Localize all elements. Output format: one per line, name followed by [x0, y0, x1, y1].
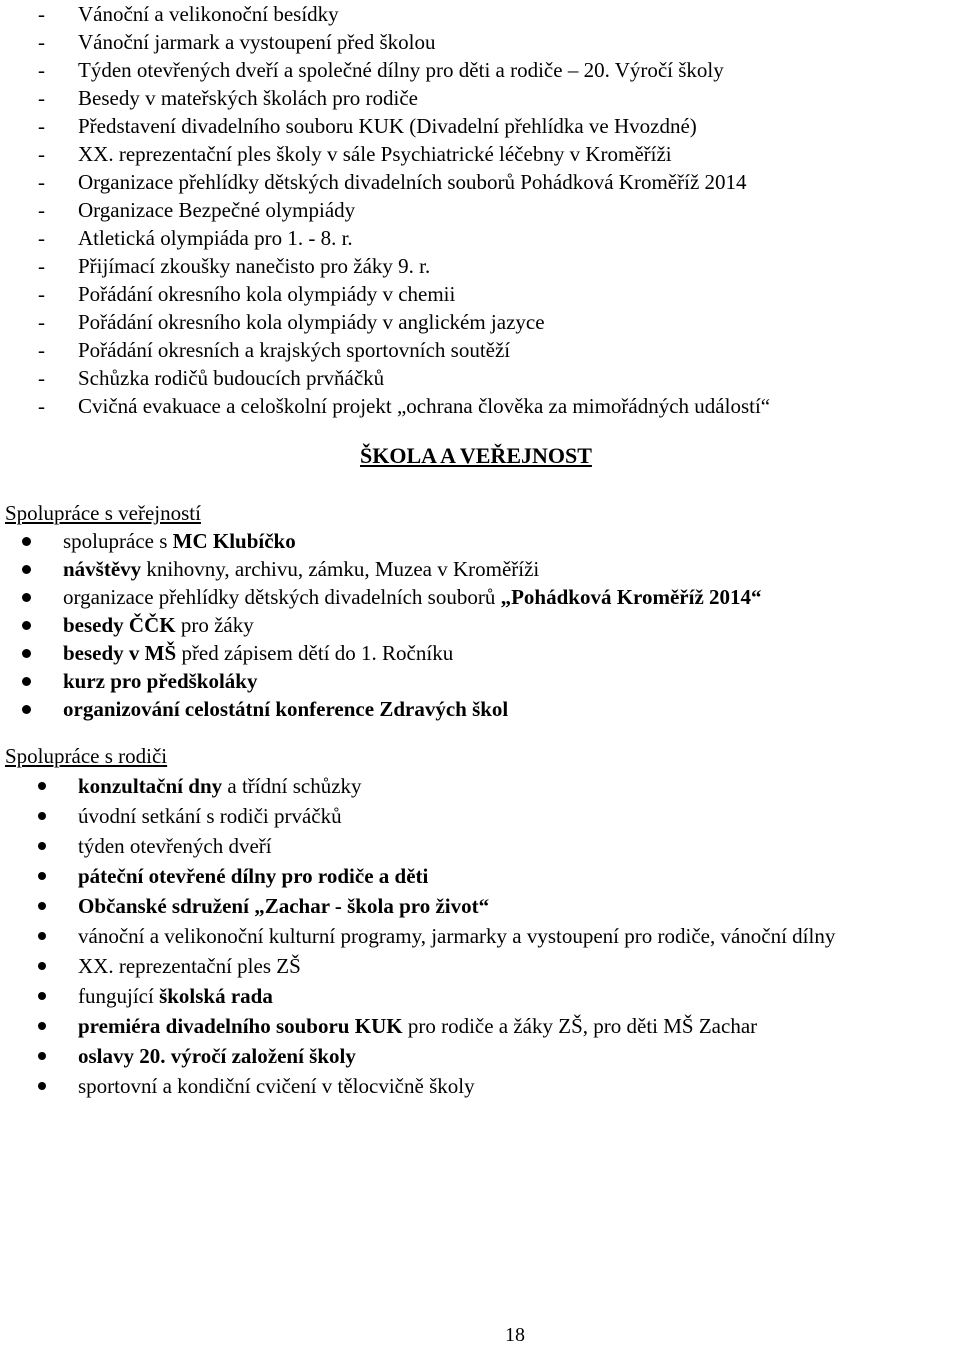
item-text: a třídní schůzky: [222, 774, 362, 798]
bold-text: školská rada: [159, 984, 273, 1008]
bold-text: páteční otevřené dílny pro rodiče a děti: [78, 864, 429, 888]
list-item: - Týden otevřených dveří a společné dílny pro děti a rodiče – 20. Výročí školy: [38, 58, 724, 82]
dash-marker: -: [38, 30, 45, 54]
bullet-icon: [22, 565, 31, 574]
dash-marker: -: [38, 310, 45, 334]
list-item: - Představení divadelního souboru KUK (Divadelní přehlídka ve Hvozdné): [38, 114, 697, 138]
bold-text: organizování celostátní konference Zdravých škol: [63, 697, 509, 721]
item-text: organizace přehlídky dětských divadelních souborů: [63, 585, 501, 609]
dash-marker: -: [38, 254, 45, 278]
bullet-icon: [38, 902, 46, 910]
list-item: [38, 891, 489, 921]
list-item: [22, 527, 296, 555]
bold-text: Občanské sdružení „Zachar - škola pro život“: [78, 894, 490, 918]
page-number: 18: [505, 1324, 525, 1346]
list-item: [38, 861, 428, 891]
bold-text: besedy ČČK: [63, 613, 176, 637]
list-item: - Cvičná evakuace a celoškolní projekt „ochrana člověka za mimořádných událostí“: [38, 394, 771, 418]
item-text: knihovny, archivu, zámku, Muzea v Kroměříži: [141, 557, 540, 581]
item-text: vánoční a velikonoční kulturní programy, jarmarky a vystoupení pro rodiče, vánoční dílny: [78, 924, 836, 948]
list-item: [38, 1071, 475, 1101]
bullet-icon: [22, 677, 31, 686]
list-item: [22, 667, 258, 695]
list-item: - Organizace Bezpečné olympiády: [38, 198, 356, 222]
dash-marker: -: [38, 142, 45, 166]
bullet-icon: [22, 649, 31, 658]
list-item: [38, 981, 273, 1011]
list-item: [22, 555, 539, 583]
parents-cooperation-heading: Spolupráce s rodiči: [5, 744, 168, 768]
bold-text: „Pohádková Kroměříž 2014“: [500, 585, 762, 609]
section-title: ŠKOLA A VEŘEJNOST: [360, 443, 592, 468]
bullet-icon: [22, 621, 31, 630]
list-item: - Vánoční jarmark a vystoupení před školou: [38, 30, 436, 54]
list-item: - Pořádání okresního kola olympiády v anglickém jazyce: [38, 310, 545, 334]
bullet-icon: [38, 1082, 46, 1090]
item-text: týden otevřených dveří: [78, 834, 272, 858]
dash-marker: -: [38, 226, 45, 250]
list-item: - Schůzka rodičů budoucích prvňáčků: [38, 366, 385, 390]
item-text: pro rodiče a žáky ZŠ, pro děti MŠ Zachar: [402, 1014, 758, 1038]
list-item: - Organizace přehlídky dětských divadelních souborů Pohádková Kroměříž 2014: [38, 170, 747, 194]
dash-marker: -: [38, 338, 45, 362]
dash-marker: -: [38, 2, 45, 26]
item-text: spolupráce s: [63, 529, 173, 553]
item-text: sportovní a kondiční cvičení v tělocvičně školy: [78, 1074, 475, 1098]
bullet-icon: [38, 1022, 46, 1030]
item-text: před zápisem dětí do 1. Ročníku: [176, 641, 454, 665]
bullet-icon: [22, 593, 31, 602]
list-item: - Přijímací zkoušky nanečisto pro žáky 9. r.: [38, 254, 431, 278]
bullet-icon: [22, 705, 31, 714]
list-item: - Pořádání okresních a krajských sportovních soutěží: [38, 338, 511, 362]
public-cooperation-heading: Spolupráce s veřejností: [5, 501, 201, 525]
bullet-icon: [38, 992, 46, 1000]
bullet-icon: [38, 932, 46, 940]
list-item: [22, 611, 254, 639]
list-item: [38, 771, 362, 801]
list-item: - XX. reprezentační ples školy v sále Psychiatrické léčebny v Kroměříži: [38, 142, 672, 166]
bullet-icon: [22, 537, 31, 546]
bold-text: kurz pro předškoláky: [63, 669, 258, 693]
list-item: [38, 831, 272, 861]
bullet-icon: [38, 812, 46, 820]
item-text: XX. reprezentační ples ZŠ: [78, 954, 301, 978]
item-text: fungující: [78, 984, 160, 1008]
dash-marker: -: [38, 58, 45, 82]
dash-marker: -: [38, 114, 45, 138]
list-item: - Atletická olympiáda pro 1. - 8. r.: [38, 226, 353, 250]
bullet-icon: [38, 782, 46, 790]
list-item: [38, 1041, 356, 1071]
bold-text: návštěvy: [63, 557, 142, 581]
bold-text: besedy v MŠ: [63, 641, 177, 665]
dash-marker: -: [38, 86, 45, 110]
list-item: [22, 583, 762, 611]
dash-marker: -: [38, 198, 45, 222]
list-item: [38, 951, 301, 981]
item-text: úvodní setkání s rodiči prváčků: [78, 804, 342, 828]
list-item: - Pořádání okresního kola olympiády v chemii: [38, 282, 456, 306]
bold-text: MC Klubíčko: [172, 529, 296, 553]
bold-text: konzultační dny: [78, 774, 223, 798]
bullet-icon: [38, 872, 46, 880]
list-item: [22, 695, 508, 723]
bullet-icon: [38, 842, 46, 850]
list-item: - Besedy v mateřských školách pro rodiče: [38, 86, 418, 110]
bullet-icon: [38, 962, 46, 970]
list-item: [38, 801, 342, 831]
list-item: [22, 639, 453, 667]
dash-marker: -: [38, 282, 45, 306]
dash-marker: -: [38, 366, 45, 390]
list-item: [38, 1011, 757, 1041]
list-item: - Vánoční a velikonoční besídky: [38, 2, 339, 26]
dash-marker: -: [38, 170, 45, 194]
dash-marker: -: [38, 394, 45, 418]
bold-text: premiéra divadelního souboru KUK: [78, 1014, 403, 1038]
list-item: [38, 921, 835, 951]
bullet-icon: [38, 1052, 46, 1060]
bold-text: oslavy 20. výročí založení školy: [78, 1044, 356, 1068]
item-text: pro žáky: [175, 613, 254, 637]
